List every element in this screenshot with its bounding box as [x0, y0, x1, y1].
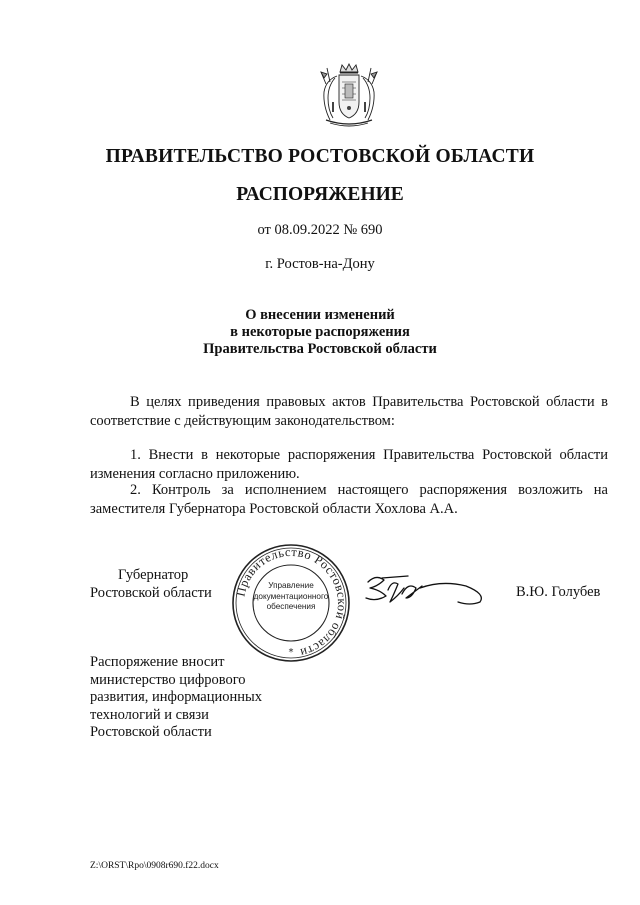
note-line: технологий и связи	[90, 706, 209, 723]
svg-text:*: *	[288, 647, 294, 658]
position-line: Губернатор	[118, 567, 189, 583]
item-2-paragraph: 2. Контроль за исполнением настоящего распоряжения возложить на заместителя Губернатора Ростовской области Хохлова А.А.	[90, 482, 608, 517]
note-line: Ростовской области	[90, 724, 212, 740]
city: г. Ростов-на-Дону	[265, 256, 375, 272]
stamp-center-text	[248, 581, 334, 613]
date-number: от 08.09.2022 № 690	[257, 222, 383, 238]
item-1-paragraph: 1. Внести в некоторые распоряжения Правительства Ростовской области изменения согласно приложению.	[90, 447, 608, 482]
signature-icon	[362, 572, 492, 612]
subject-line: в некоторые распоряжения	[230, 324, 410, 340]
note-line: развития, информационных	[90, 689, 263, 705]
subject-line: О внесении изменений	[245, 307, 395, 323]
stamp-line: обеспечения	[266, 602, 316, 611]
intro-paragraph: В целях приведения правовых актов Правительства Ростовской области в соответствие с действующим законодательством:	[90, 394, 608, 429]
organization-title: ПРАВИТЕЛЬСТВО РОСТОВСКОЙ ОБЛАСТИ	[105, 146, 535, 167]
subject-line: Правительства Ростовской области	[203, 341, 437, 357]
submitting-authority-note	[90, 654, 262, 742]
file-path-footer: Z:\ORST\Rpo\0908r690.f22.docx	[90, 861, 219, 871]
subject-heading	[0, 307, 640, 358]
document-type: РАСПОРЯЖЕНИЕ	[236, 184, 404, 205]
stamp-line: документационного	[253, 591, 329, 601]
signatory-position	[90, 566, 212, 602]
signatory-name: В.Ю. Голубев	[516, 584, 601, 600]
note-line: Распоряжение вносит	[90, 654, 225, 670]
position-line: Ростовской области	[90, 585, 212, 601]
stamp-line: Управление	[268, 581, 314, 590]
coat-of-arms-icon	[318, 62, 380, 130]
stamp-ring-text: Правительство Ростовской области	[233, 544, 350, 661]
note-line: министерство цифрового	[90, 671, 246, 688]
